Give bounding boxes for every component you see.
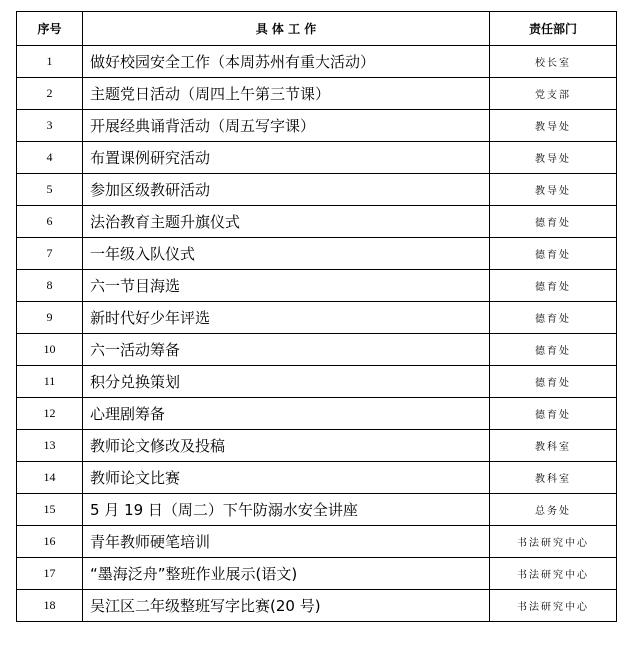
table-row [17,206,617,238]
table-row [17,142,617,174]
row-department: 德育处 [490,270,617,302]
row-task: 一年级入队仪式 [83,238,490,270]
row-department: 德育处 [490,238,617,270]
row-task: 六一活动筹备 [83,334,490,366]
work-schedule-table [16,11,617,622]
row-serial-number: 2 [17,78,83,110]
row-task: 布置课例研究活动 [83,142,490,174]
row-task: 教师论文比赛 [83,462,490,494]
table-header-row [17,12,617,46]
row-department: 德育处 [490,206,617,238]
table-row [17,590,617,622]
row-serial-number: 5 [17,174,83,206]
row-serial-number: 7 [17,238,83,270]
row-serial-number: 17 [17,558,83,590]
row-department: 书法研究中心 [490,526,617,558]
row-serial-number: 8 [17,270,83,302]
work-schedule-sheet [16,11,616,622]
row-serial-number: 14 [17,462,83,494]
row-task: 开展经典诵背活动（周五写字课） [83,110,490,142]
row-serial-number: 12 [17,398,83,430]
row-department: 校长室 [490,46,617,78]
row-department: 教导处 [490,110,617,142]
table-row [17,494,617,526]
row-serial-number: 3 [17,110,83,142]
table-row [17,174,617,206]
table-row [17,558,617,590]
row-department: 德育处 [490,334,617,366]
row-serial-number: 9 [17,302,83,334]
row-task: 吴江区二年级整班写字比赛(20 号) [83,590,490,622]
table-row [17,398,617,430]
table-row [17,238,617,270]
table-row [17,78,617,110]
row-department: 德育处 [490,302,617,334]
row-department: 教科室 [490,462,617,494]
row-task: 六一节目海选 [83,270,490,302]
row-serial-number: 13 [17,430,83,462]
table-row [17,302,617,334]
table-row [17,46,617,78]
row-department: 总务处 [490,494,617,526]
header-serial-number: 序号 [17,12,83,46]
table-row [17,334,617,366]
row-serial-number: 15 [17,494,83,526]
row-task: 做好校园安全工作（本周苏州有重大活动） [83,46,490,78]
row-department: 德育处 [490,398,617,430]
row-task: 积分兑换策划 [83,366,490,398]
table-row [17,430,617,462]
row-serial-number: 10 [17,334,83,366]
table-row [17,526,617,558]
row-department: 德育处 [490,366,617,398]
header-department: 责任部门 [490,12,617,46]
row-task: 教师论文修改及投稿 [83,430,490,462]
row-department: 书法研究中心 [490,558,617,590]
row-department: 教科室 [490,430,617,462]
table-row [17,270,617,302]
header-task: 具 体 工 作 [83,12,490,46]
row-task: 新时代好少年评选 [83,302,490,334]
row-serial-number: 6 [17,206,83,238]
row-serial-number: 16 [17,526,83,558]
row-task: 主题党日活动（周四上午第三节课） [83,78,490,110]
row-department: 党支部 [490,78,617,110]
row-department: 书法研究中心 [490,590,617,622]
row-serial-number: 1 [17,46,83,78]
table-row [17,366,617,398]
row-department: 教导处 [490,174,617,206]
table-row [17,110,617,142]
row-task: 心理剧筹备 [83,398,490,430]
row-task: 参加区级教研活动 [83,174,490,206]
row-serial-number: 11 [17,366,83,398]
row-task: 法治教育主题升旗仪式 [83,206,490,238]
table-row [17,462,617,494]
row-serial-number: 4 [17,142,83,174]
row-serial-number: 18 [17,590,83,622]
row-task: 5 月 19 日（周二）下午防溺水安全讲座 [83,494,490,526]
row-task: “墨海泛舟”整班作业展示(语文) [83,558,490,590]
row-task: 青年教师硬笔培训 [83,526,490,558]
row-department: 教导处 [490,142,617,174]
